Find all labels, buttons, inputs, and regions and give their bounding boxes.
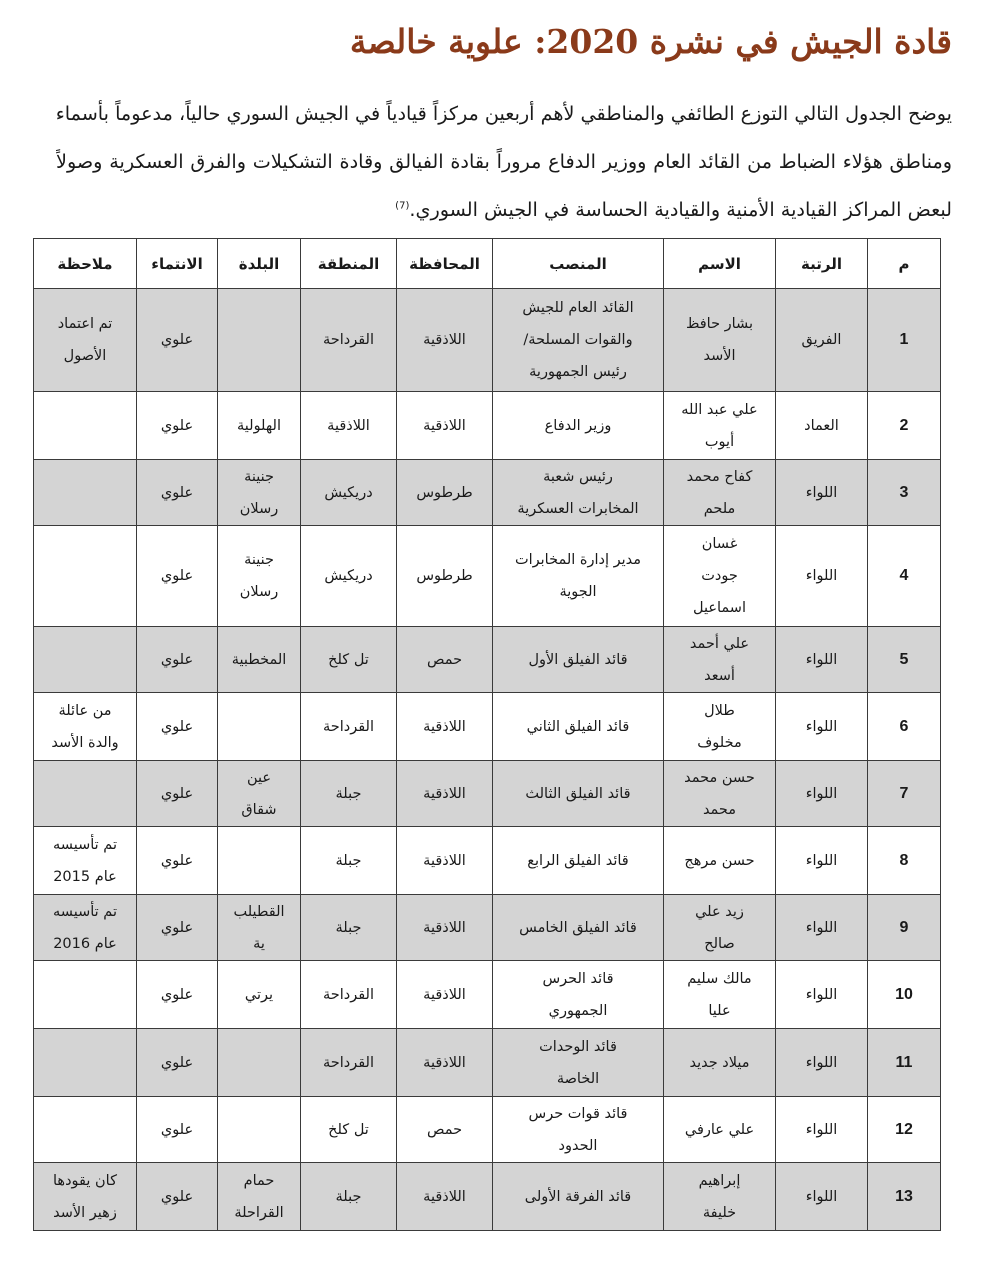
cell-region [301,961,397,1029]
cell-town [218,392,301,460]
table-row [34,827,941,895]
governorate-text: اللاذقية [423,785,466,802]
cell-num [868,526,941,627]
cell-position [493,827,664,895]
cell-governorate [397,693,493,761]
cell-rank [776,1097,868,1163]
note-text: تم تأسيسه عام 2016 [53,903,117,952]
position-text: قائد الفيلق الأول [528,651,628,668]
town-text: الهلولية [237,417,281,434]
cell-num [868,1163,941,1231]
cell-name [664,1029,776,1097]
table-row [34,1097,941,1163]
intro-paragraph [56,90,952,234]
town-text: القطيلب ية [233,903,285,952]
cell-rank [776,526,868,627]
name-text: حسن مرهج [684,852,755,869]
governorate-text: حمص [426,1121,463,1138]
cell-num [868,627,941,693]
cell-governorate [397,526,493,627]
position-text: مدير إدارة المخابرات الجوية [514,552,642,600]
position-text: قائد الفيلق الخامس [519,919,637,936]
cell-note [34,895,137,961]
cell-num [868,289,941,392]
cell-region [301,289,397,392]
name-text: ميلاد جديد [689,1054,750,1071]
cell-rank [776,761,868,827]
cell-affiliation [137,392,218,460]
header-num: م [868,239,941,289]
cell-rank [776,289,868,392]
cell-governorate [397,460,493,526]
cell-town [218,827,301,895]
cell-num [868,693,941,761]
table-row [34,526,941,627]
cell-position [493,460,664,526]
name-text: زيد علي صالح [695,903,744,952]
name-text: طلال مخلوف [697,702,742,751]
affiliation-text: علوي [160,568,194,584]
cell-affiliation [137,460,218,526]
table-row [34,761,941,827]
name-text: كفاح محمد ملحم [686,468,753,517]
note-text: كان يقودها زهير الأسد [53,1172,117,1221]
table-row [34,460,941,526]
town-text: عين شقاق [241,769,277,818]
table-row [34,1029,941,1097]
cell-note [34,1029,137,1097]
name-text: غسان جودت اسماعيل [693,536,746,616]
cell-note [34,827,137,895]
header-region: المنطقة [301,239,397,289]
rank-text: اللواء [805,1121,838,1138]
num-text: 9 [899,918,909,936]
region-text: جبلة [335,919,362,936]
cell-governorate [397,392,493,460]
num-text: 5 [899,650,909,668]
cell-name [664,1163,776,1231]
cell-governorate [397,895,493,961]
cell-governorate [397,1029,493,1097]
town-text: جنينة رسلان [239,468,279,517]
cell-region [301,895,397,961]
cell-position [493,627,664,693]
name-text: علي عارفي [684,1121,755,1138]
cell-affiliation [137,1097,218,1163]
affiliation-text: علوي [160,484,194,501]
cell-affiliation [137,895,218,961]
cell-region [301,526,397,627]
affiliation-text: علوي [160,1121,194,1138]
region-text: تل كلخ [328,1121,369,1138]
region-text: القرداحة [322,332,374,348]
region-text: اللاذقية [327,417,370,434]
num-text: 6 [899,717,909,735]
cell-note [34,526,137,627]
cell-note [34,693,137,761]
cell-position [493,1097,664,1163]
cell-name [664,627,776,693]
town-text: حمام القراحلة [234,1172,284,1221]
cell-num [868,392,941,460]
governorate-text: اللاذقية [423,852,466,869]
governorate-text: اللاذقية [423,718,466,735]
cell-town [218,1097,301,1163]
num-text: 13 [895,1187,913,1205]
cell-affiliation [137,827,218,895]
position-text: قائد الفيلق الثالث [525,785,631,802]
name-text: إبراهيم خليفة [698,1172,741,1221]
cell-position [493,392,664,460]
cell-name [664,526,776,627]
town-text: يرتي [244,986,274,1003]
cell-region [301,1029,397,1097]
rank-text: الفريق [801,332,842,348]
town-text: جنينة رسلان [239,552,279,600]
governorate-text: اللاذقية [423,417,466,434]
cell-affiliation [137,1163,218,1231]
rank-text: اللواء [805,718,838,735]
name-text: بشار حافظ الأسد [685,316,754,364]
cell-rank [776,961,868,1029]
cell-num [868,1029,941,1097]
cell-town [218,895,301,961]
cell-num [868,761,941,827]
cell-rank [776,392,868,460]
cell-town [218,961,301,1029]
header-town: البلدة [218,239,301,289]
governorate-text: طرطوس [416,484,473,501]
cell-region [301,1163,397,1231]
region-text: القرداحة [322,718,374,735]
note-text: تم اعتماد الأصول [57,316,113,364]
cell-position [493,693,664,761]
region-text: القرداحة [322,986,374,1003]
rank-text: اللواء [805,1054,838,1071]
cell-rank [776,1163,868,1231]
governorate-text: اللاذقية [423,986,466,1003]
region-text: دريكيش [324,568,373,584]
affiliation-text: علوي [160,332,194,348]
governorate-text: اللاذقية [423,1188,466,1205]
cell-num [868,1097,941,1163]
governorate-text: حمص [426,651,463,668]
header-governorate: المحافظة [397,239,493,289]
num-text: 12 [895,1120,913,1138]
num-text: 11 [895,1053,913,1071]
rank-text: العماد [804,417,839,434]
cell-region [301,1097,397,1163]
cell-governorate [397,627,493,693]
leaders-table-wrapper [51,238,941,1231]
cell-governorate [397,761,493,827]
affiliation-text: علوي [160,1188,194,1205]
position-text: قائد قوات حرس الحدود [528,1105,628,1154]
cell-governorate [397,827,493,895]
cell-position [493,761,664,827]
cell-region [301,827,397,895]
cell-position [493,961,664,1029]
page-title: قادة الجيش في نشرة 2020: علوية خالصة [349,22,952,61]
cell-town [218,289,301,392]
cell-town [218,761,301,827]
note-text: من عائلة والدة الأسد [51,702,119,751]
header-position: المنصب [493,239,664,289]
cell-town [218,1163,301,1231]
header-note: ملاحظة [34,239,137,289]
governorate-text: اللاذقية [423,1054,466,1071]
table-row [34,693,941,761]
cell-governorate [397,961,493,1029]
cell-note [34,627,137,693]
affiliation-text: علوي [160,651,194,668]
cell-note [34,961,137,1029]
governorate-text: اللاذقية [423,332,466,348]
cell-affiliation [137,1029,218,1097]
table-row [34,289,941,392]
num-text: 10 [895,985,913,1003]
cell-governorate [397,1163,493,1231]
affiliation-text: علوي [160,852,194,869]
table-row [34,961,941,1029]
cell-region [301,460,397,526]
cell-note [34,1097,137,1163]
num-text: 2 [899,416,909,434]
cell-rank [776,895,868,961]
name-text: مالك سليم عليا [687,970,752,1019]
cell-num [868,895,941,961]
cell-town [218,627,301,693]
cell-affiliation [137,289,218,392]
table-row [34,627,941,693]
cell-position [493,526,664,627]
table-row [34,895,941,961]
name-text: علي أحمد أسعد [689,635,750,684]
cell-num [868,460,941,526]
cell-name [664,895,776,961]
intro-line: ومناطق هؤلاء الضباط من القائد العام ووزير الدفاع مروراً بقادة الفيالق وقادة التشكيلات والفرق العسكرية وصولاً [56,150,952,173]
cell-region [301,392,397,460]
position-text: قائد الفيلق الثاني [526,718,630,735]
cell-rank [776,1029,868,1097]
governorate-text: اللاذقية [423,919,466,936]
affiliation-text: علوي [160,718,194,735]
cell-position [493,895,664,961]
num-text: 7 [899,784,909,802]
cell-affiliation [137,627,218,693]
position-text: القائد العام للجيش والقوات المسلحة/ رئيس الجمهورية [522,300,634,380]
town-text: المخطبية [231,651,287,668]
cell-name [664,289,776,392]
cell-position [493,289,664,392]
cell-name [664,827,776,895]
cell-rank [776,627,868,693]
cell-position [493,1029,664,1097]
leaders-table [33,238,941,1231]
cell-governorate [397,289,493,392]
affiliation-text: علوي [160,986,194,1003]
name-text: حسن محمد محمد [684,769,755,818]
rank-text: اللواء [805,852,838,869]
cell-town [218,460,301,526]
cell-note [34,289,137,392]
cell-affiliation [137,693,218,761]
cell-name [664,1097,776,1163]
affiliation-text: علوي [160,919,194,936]
cell-note [34,460,137,526]
cell-note [34,392,137,460]
cell-num [868,961,941,1029]
cell-name [664,392,776,460]
footnote-ref: (7) [395,200,410,212]
num-text: 3 [899,483,909,501]
header-affiliation: الانتماء [137,239,218,289]
rank-text: اللواء [805,785,838,802]
intro-line [56,186,952,234]
num-text: 8 [899,851,909,869]
table-row [34,1163,941,1231]
region-text: جبلة [335,852,362,869]
cell-rank [776,827,868,895]
cell-rank [776,693,868,761]
intro-line-text: لبعض المراكز القيادية الأمنية والقيادية الحساسة في الجيش السوري. [409,198,952,221]
position-text: قائد الوحدات الخاصة [539,1038,617,1087]
region-text: جبلة [335,1188,362,1205]
cell-affiliation [137,761,218,827]
affiliation-text: علوي [160,417,194,434]
rank-text: اللواء [805,651,838,668]
intro-line: يوضح الجدول التالي التوزع الطائفي والمناطقي لأهم أربعين مركزاً قيادياً في الجيش السوري حالياً، مدعوماً بأسماء [56,102,952,125]
cell-region [301,627,397,693]
cell-affiliation [137,526,218,627]
table-body [34,289,941,1231]
governorate-text: طرطوس [416,568,473,584]
cell-note [34,1163,137,1231]
rank-text: اللواء [805,1188,838,1205]
header-name: الاسم [664,239,776,289]
cell-governorate [397,1097,493,1163]
cell-town [218,526,301,627]
table-header-row [34,239,941,289]
rank-text: اللواء [805,568,838,584]
cell-region [301,693,397,761]
position-text: قائد الفيلق الرابع [527,852,629,869]
cell-region [301,761,397,827]
cell-name [664,693,776,761]
header-rank: الرتبة [776,239,868,289]
region-text: تل كلخ [328,651,369,668]
cell-town [218,1029,301,1097]
cell-note [34,761,137,827]
region-text: جبلة [335,785,362,802]
rank-text: اللواء [805,986,838,1003]
cell-position [493,1163,664,1231]
position-text: قائد الحرس الجمهوري [542,970,614,1019]
name-text: علي عبد الله أيوب [681,401,758,450]
region-text: دريكيش [324,484,373,501]
affiliation-text: علوي [160,785,194,802]
num-text: 4 [899,567,909,584]
cell-name [664,961,776,1029]
region-text: القرداحة [322,1054,374,1071]
position-text: وزير الدفاع [544,417,612,434]
cell-num [868,827,941,895]
position-text: رئيس شعبة المخابرات العسكرية [517,468,639,517]
note-text: تم تأسيسه عام 2015 [53,836,117,885]
affiliation-text: علوي [160,1054,194,1071]
num-text: 1 [899,331,909,348]
table-row [34,392,941,460]
rank-text: اللواء [805,919,838,936]
cell-name [664,460,776,526]
rank-text: اللواء [805,484,838,501]
cell-name [664,761,776,827]
cell-affiliation [137,961,218,1029]
position-text: قائد الفرقة الأولى [524,1188,632,1205]
cell-town [218,693,301,761]
cell-rank [776,460,868,526]
